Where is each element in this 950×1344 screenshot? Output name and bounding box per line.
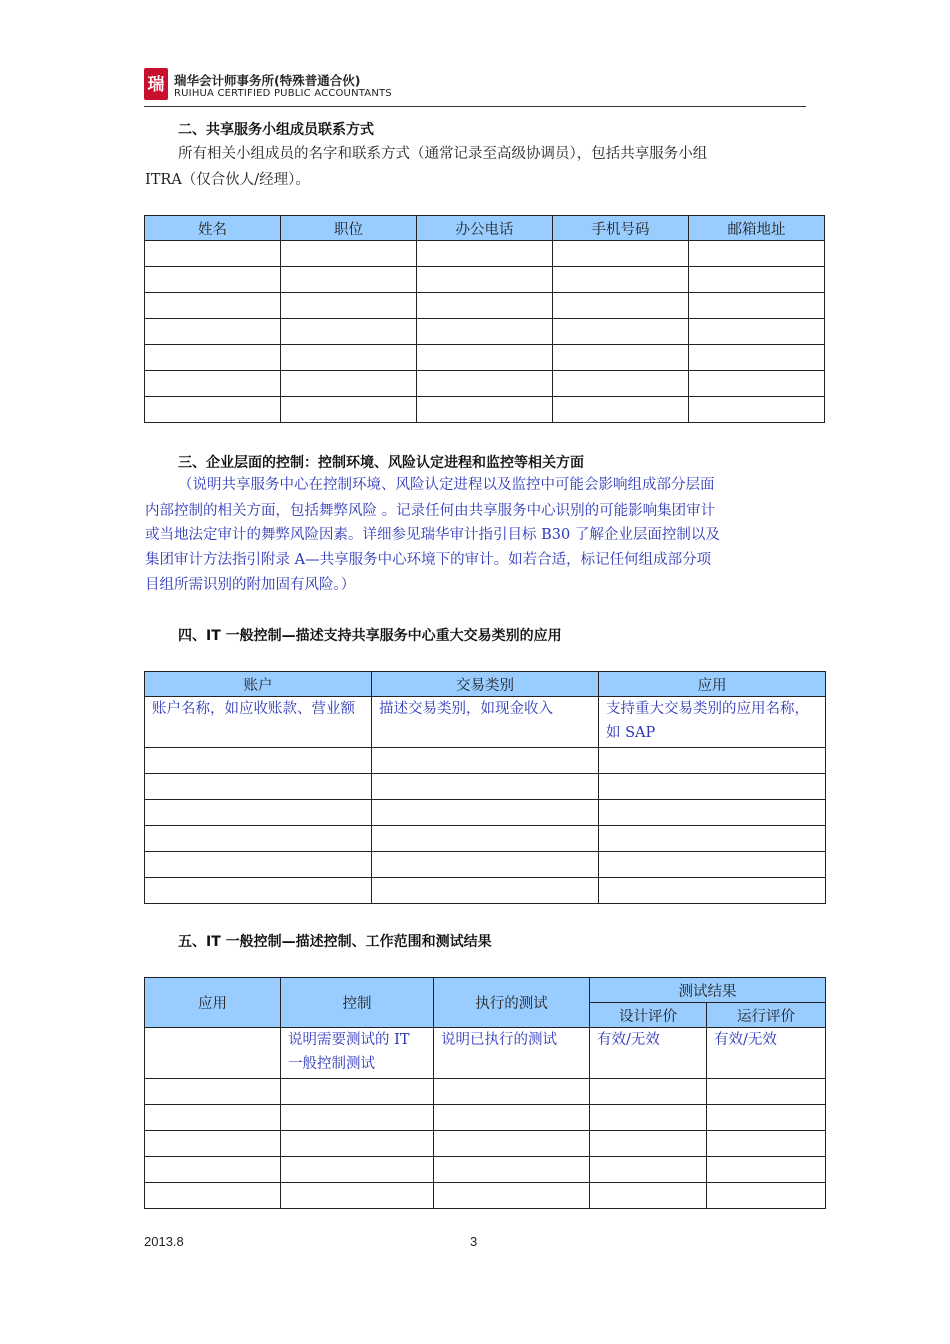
table-cell[interactable] bbox=[145, 1183, 281, 1209]
table-cell[interactable] bbox=[281, 293, 417, 319]
contact-table bbox=[144, 215, 825, 423]
table-cell[interactable] bbox=[145, 878, 372, 904]
table-cell[interactable] bbox=[145, 397, 281, 423]
table-cell[interactable] bbox=[281, 319, 417, 345]
example-run-eval[interactable]: 有效/无效 bbox=[707, 1028, 826, 1079]
table-row bbox=[145, 826, 826, 852]
table-cell[interactable] bbox=[553, 241, 689, 267]
table-cell[interactable] bbox=[417, 267, 553, 293]
table-cell[interactable] bbox=[707, 1105, 826, 1131]
section4-heading: 四、IT 一般控制—描述支持共享服务中心重大交易类别的应用 bbox=[178, 628, 562, 644]
table-cell[interactable] bbox=[281, 267, 417, 293]
table-cell[interactable] bbox=[281, 397, 417, 423]
table-cell[interactable] bbox=[145, 800, 372, 826]
table-cell[interactable] bbox=[145, 1105, 281, 1131]
table-cell[interactable] bbox=[145, 345, 281, 371]
section2-heading: 二、共享服务小组成员联系方式 bbox=[178, 122, 374, 138]
col-header-transaction-type: 交易类别 bbox=[372, 672, 599, 697]
table-cell[interactable] bbox=[281, 1105, 434, 1131]
table-cell[interactable] bbox=[599, 800, 826, 826]
table-cell[interactable] bbox=[599, 852, 826, 878]
section2-para-line2: ITRA（仅合伙人/经理）。 bbox=[145, 172, 310, 188]
table-cell[interactable] bbox=[689, 241, 825, 267]
table-cell[interactable] bbox=[434, 1183, 590, 1209]
col-header-control: 控制 bbox=[281, 978, 434, 1028]
col-header-test-result: 测试结果 bbox=[590, 978, 826, 1003]
col-header-position: 职位 bbox=[281, 216, 417, 241]
table-cell[interactable] bbox=[281, 345, 417, 371]
table-cell[interactable] bbox=[434, 1131, 590, 1157]
col-header-email: 邮箱地址 bbox=[689, 216, 825, 241]
page-header bbox=[144, 66, 806, 107]
table-cell[interactable] bbox=[281, 1183, 434, 1209]
firm-name-cn: 瑞华会计师事务所(特殊普通合伙) bbox=[174, 73, 361, 88]
col-header-design-eval: 设计评价 bbox=[590, 1003, 707, 1028]
table-row bbox=[145, 774, 826, 800]
table-cell[interactable] bbox=[553, 345, 689, 371]
table-cell[interactable] bbox=[145, 293, 281, 319]
table-row bbox=[145, 878, 826, 904]
table-cell[interactable] bbox=[689, 371, 825, 397]
table-cell[interactable] bbox=[281, 1131, 434, 1157]
table-row bbox=[145, 1183, 826, 1209]
table-row bbox=[145, 1079, 826, 1105]
table-cell[interactable] bbox=[599, 748, 826, 774]
table-cell[interactable] bbox=[145, 1131, 281, 1157]
table-cell[interactable] bbox=[281, 1079, 434, 1105]
col-header-office-phone: 办公电话 bbox=[417, 216, 553, 241]
table-cell[interactable] bbox=[590, 1105, 707, 1131]
table-cell[interactable] bbox=[707, 1079, 826, 1105]
section3-line1: （说明共享服务中心在控制环境、风险认定进程以及监控中可能会影响组成部分层面 bbox=[178, 477, 715, 493]
table-cell[interactable] bbox=[372, 800, 599, 826]
table-cell[interactable] bbox=[372, 852, 599, 878]
table-cell[interactable] bbox=[434, 1079, 590, 1105]
table-cell[interactable] bbox=[145, 774, 372, 800]
table-row bbox=[145, 1157, 826, 1183]
table-cell[interactable] bbox=[434, 1157, 590, 1183]
table-cell[interactable] bbox=[434, 1105, 590, 1131]
table-cell[interactable] bbox=[590, 1079, 707, 1105]
col-header-name: 姓名 bbox=[145, 216, 281, 241]
table-row bbox=[145, 345, 825, 371]
section3-line4: 集团审计方法指引附录 A—共享服务中心环境下的审计。如若合适，标记任何组成部分项 bbox=[145, 552, 712, 568]
table-cell[interactable] bbox=[145, 1157, 281, 1183]
application-table bbox=[144, 671, 826, 904]
table-cell[interactable] bbox=[689, 267, 825, 293]
col-header-run-eval: 运行评价 bbox=[707, 1003, 826, 1028]
section3-line2: 内部控制的相关方面，包括舞弊风险 。记录任何由共享服务中心识别的可能影响集团审计 bbox=[145, 503, 716, 519]
svg-text:瑞: 瑞 bbox=[147, 75, 165, 95]
section5-heading: 五、IT 一般控制—描述控制、工作范围和测试结果 bbox=[178, 934, 492, 950]
table-cell[interactable] bbox=[590, 1157, 707, 1183]
table-cell[interactable] bbox=[145, 826, 372, 852]
page-number: 3 bbox=[470, 1234, 478, 1249]
example-control[interactable]: 说明需要测试的 IT 一般控制测试 bbox=[281, 1028, 434, 1079]
table-cell[interactable] bbox=[417, 241, 553, 267]
table-cell[interactable] bbox=[707, 1157, 826, 1183]
section3-line3: 或当地法定审计的舞弊风险因素。详细参见瑞华审计指引目标 B30 了解企业层面控制以及 bbox=[145, 527, 720, 543]
section2-para-line1: 所有相关小组成员的名字和联系方式（通常记录至高级协调员），包括共享服务小组 bbox=[178, 146, 708, 162]
col-header-mobile: 手机号码 bbox=[553, 216, 689, 241]
table-cell[interactable] bbox=[553, 267, 689, 293]
table-cell[interactable] bbox=[599, 878, 826, 904]
table-cell[interactable] bbox=[553, 371, 689, 397]
table-row bbox=[145, 293, 825, 319]
table-row bbox=[145, 319, 825, 345]
example-account[interactable]: 账户名称，如应收账款、营业额 bbox=[145, 697, 372, 748]
table-cell[interactable] bbox=[281, 1157, 434, 1183]
table-cell[interactable] bbox=[372, 748, 599, 774]
firm-logo-icon bbox=[144, 68, 168, 100]
control-test-table bbox=[144, 977, 826, 1209]
example-design-eval[interactable]: 有效/无效 bbox=[590, 1028, 707, 1079]
table-cell[interactable] bbox=[145, 241, 281, 267]
col-header-account: 账户 bbox=[145, 672, 372, 697]
table-row bbox=[145, 1028, 826, 1079]
table-cell[interactable] bbox=[553, 397, 689, 423]
table-cell[interactable] bbox=[689, 319, 825, 345]
table-row bbox=[145, 397, 825, 423]
table-cell[interactable] bbox=[553, 319, 689, 345]
table-row bbox=[145, 1131, 826, 1157]
table-cell[interactable] bbox=[417, 293, 553, 319]
table-cell[interactable] bbox=[145, 748, 372, 774]
table-cell[interactable] bbox=[372, 774, 599, 800]
section3-line5: 目组所需识别的附加固有风险。） bbox=[145, 577, 356, 593]
table-cell[interactable] bbox=[590, 1131, 707, 1157]
table-row bbox=[145, 267, 825, 293]
table-cell[interactable] bbox=[689, 397, 825, 423]
example-application[interactable]: 支持重大交易类别的应用名称，如 SAP bbox=[599, 697, 826, 748]
table-cell[interactable] bbox=[689, 345, 825, 371]
table-row bbox=[145, 748, 826, 774]
table-cell[interactable] bbox=[417, 371, 553, 397]
example-app[interactable] bbox=[145, 1028, 281, 1079]
table-cell[interactable] bbox=[707, 1131, 826, 1157]
table-cell[interactable] bbox=[590, 1183, 707, 1209]
firm-name-en: RUIHUA CERTIFIED PUBLIC ACCOUNTANTS bbox=[174, 88, 392, 99]
example-test-performed[interactable]: 说明已执行的测试 bbox=[434, 1028, 590, 1079]
table-cell[interactable] bbox=[689, 293, 825, 319]
table-cell[interactable] bbox=[553, 293, 689, 319]
col-header-test-performed: 执行的测试 bbox=[434, 978, 590, 1028]
table-cell[interactable] bbox=[599, 826, 826, 852]
table-row bbox=[145, 800, 826, 826]
table-cell[interactable] bbox=[145, 371, 281, 397]
table-cell[interactable] bbox=[145, 852, 372, 878]
table-row bbox=[145, 697, 826, 748]
table-cell[interactable] bbox=[417, 397, 553, 423]
table-cell[interactable] bbox=[372, 826, 599, 852]
table-cell[interactable] bbox=[145, 267, 281, 293]
section3-heading: 三、企业层面的控制：控制环境、风险认定进程和监控等相关方面 bbox=[178, 455, 584, 471]
table-cell[interactable] bbox=[417, 345, 553, 371]
table-cell[interactable] bbox=[372, 878, 599, 904]
table-cell[interactable] bbox=[145, 1079, 281, 1105]
table-row bbox=[145, 371, 825, 397]
table-row bbox=[145, 1105, 826, 1131]
table-cell[interactable] bbox=[417, 319, 553, 345]
col-header-app: 应用 bbox=[145, 978, 281, 1028]
table-cell[interactable] bbox=[707, 1183, 826, 1209]
table-row bbox=[145, 852, 826, 878]
table-row bbox=[145, 241, 825, 267]
table-cell[interactable] bbox=[281, 241, 417, 267]
footer-date: 2013.8 bbox=[144, 1234, 184, 1249]
table-cell[interactable] bbox=[281, 371, 417, 397]
col-header-application: 应用 bbox=[599, 672, 826, 697]
table-cell[interactable] bbox=[599, 774, 826, 800]
table-cell[interactable] bbox=[145, 319, 281, 345]
example-transaction-type[interactable]: 描述交易类别，如现金收入 bbox=[372, 697, 599, 748]
